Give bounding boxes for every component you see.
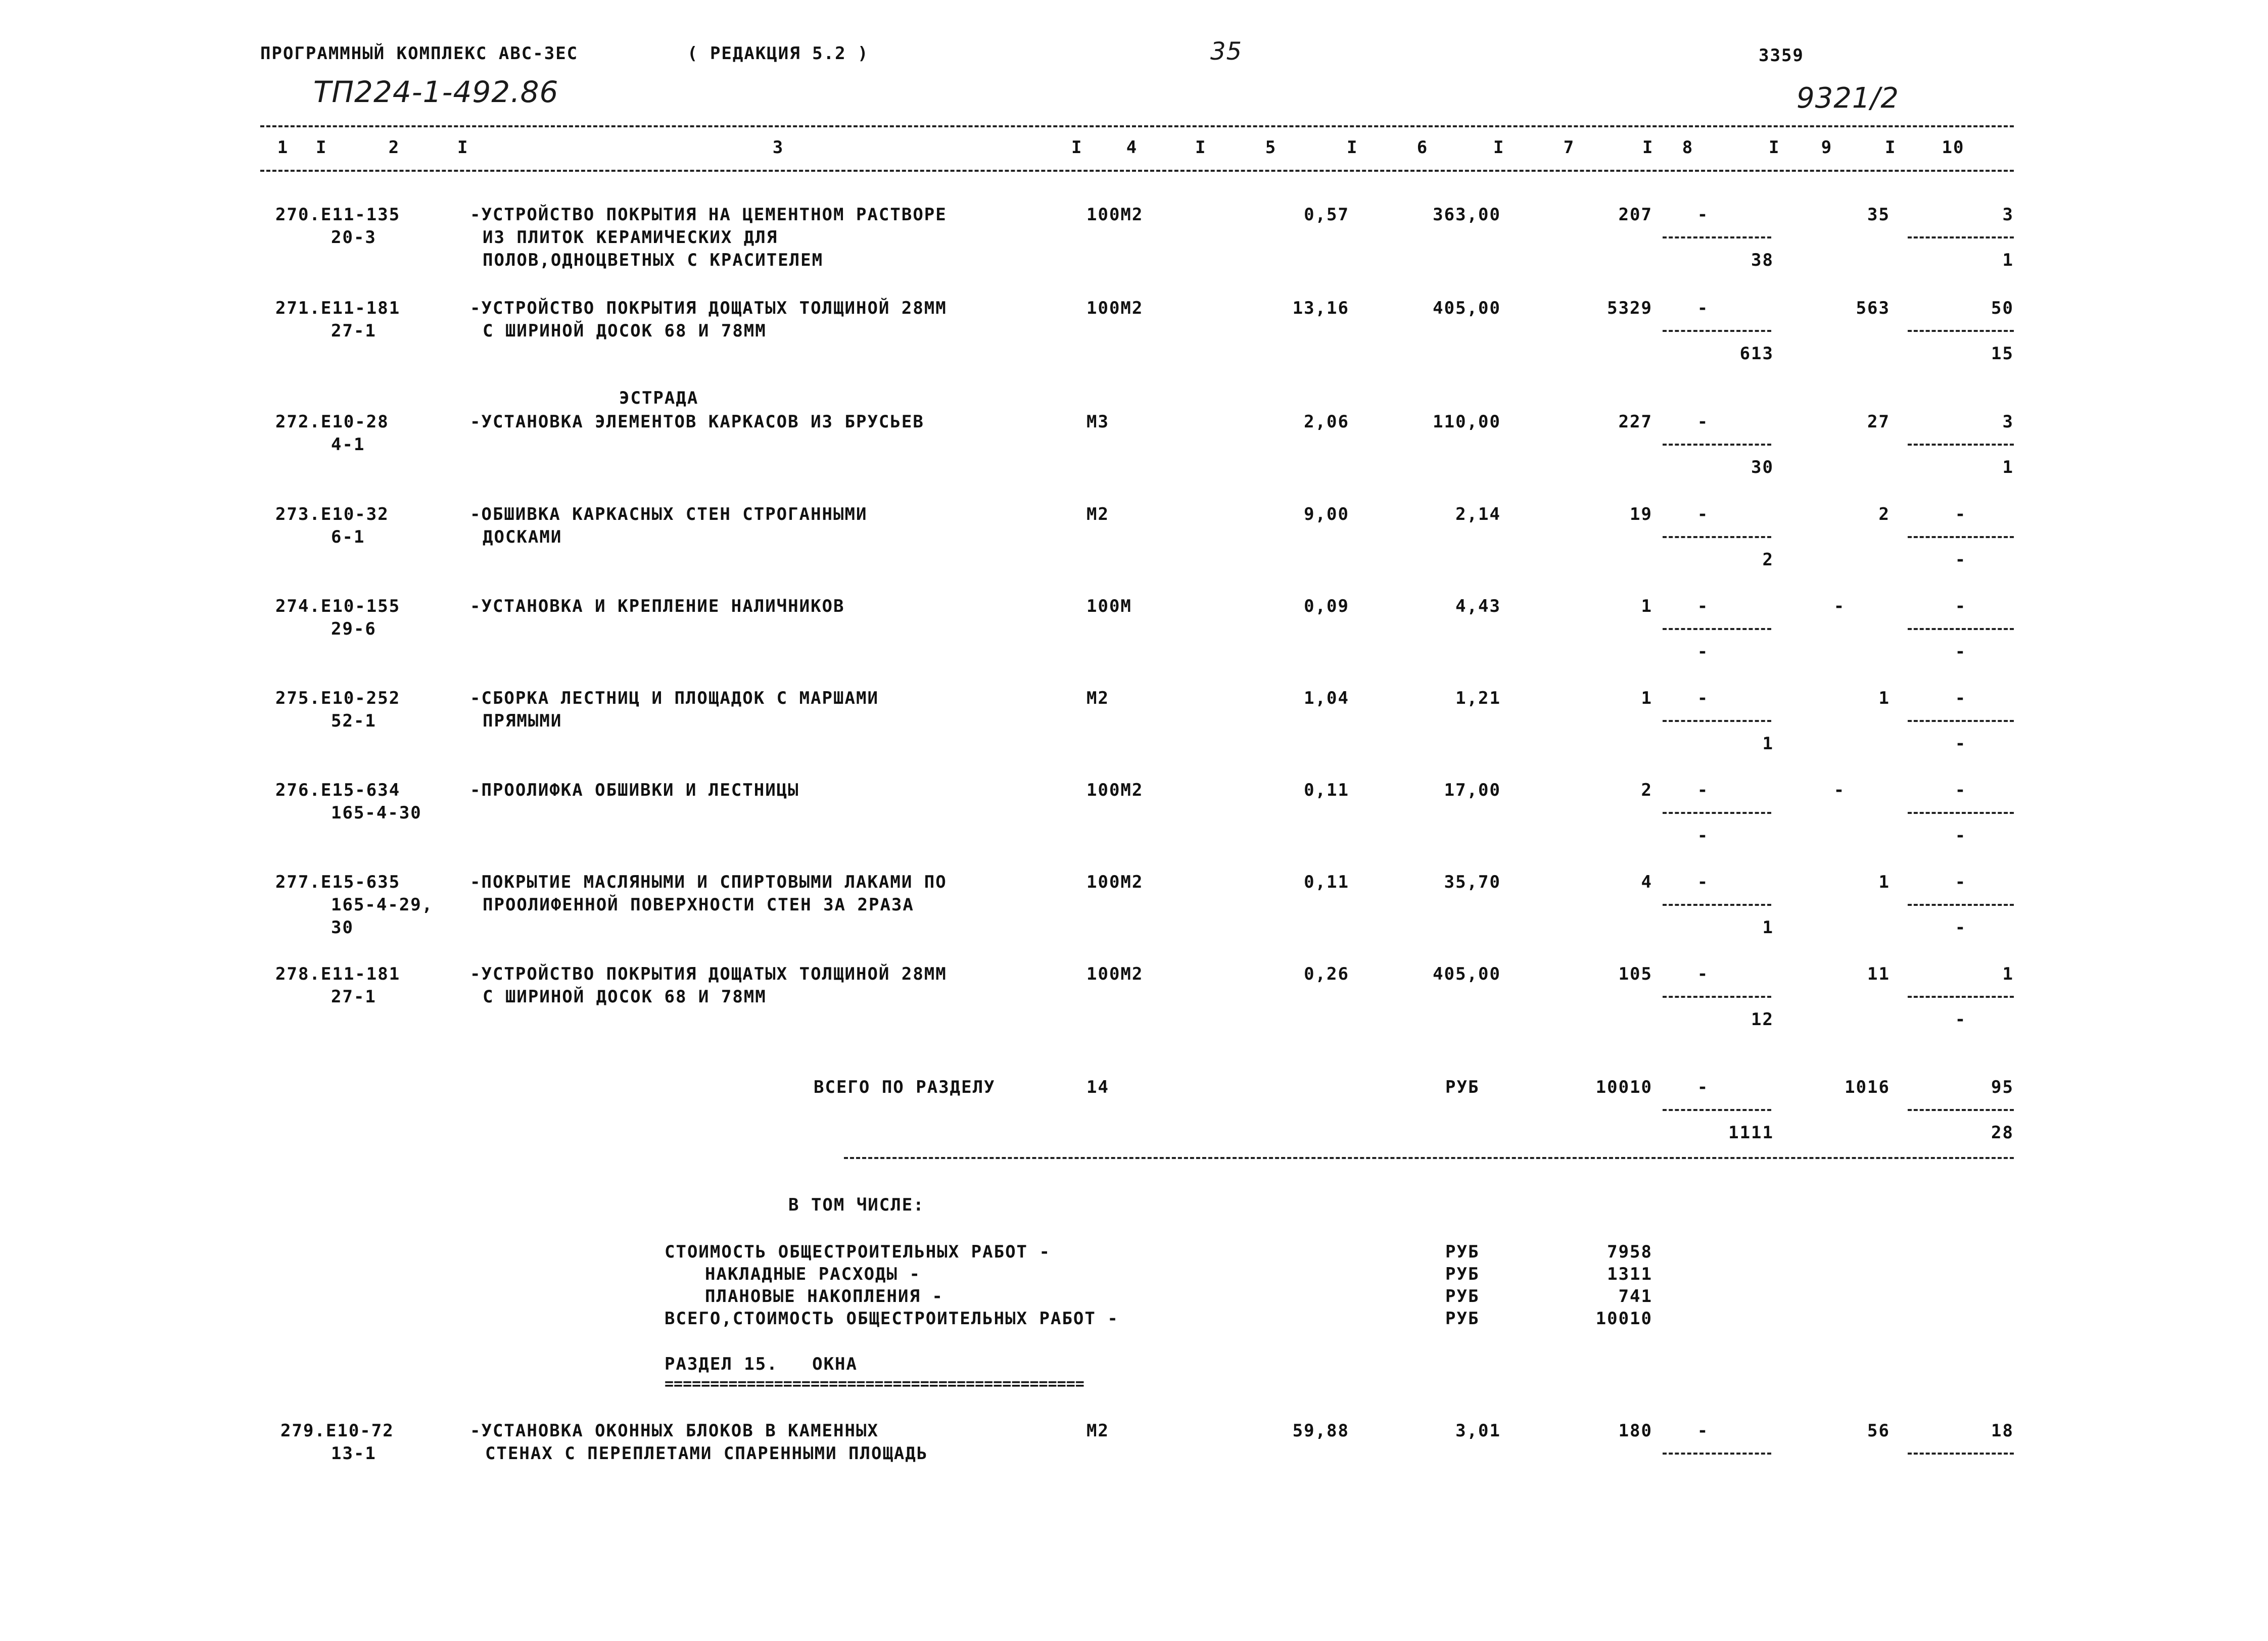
row-ref: 29-6 <box>331 619 376 639</box>
row-desc: ПОЛОВ,ОДНОЦВЕТНЫХ С КРАСИТЕЛЕМ <box>483 250 824 270</box>
row-ref: 13-1 <box>331 1443 376 1464</box>
project-code: ТП224-1-492.86 <box>313 75 559 109</box>
row-qty: 0,26 <box>1304 964 1349 984</box>
edition-label: ( РЕДАКЦИЯ 5.2 ) <box>687 43 869 64</box>
sheet-code: 9321/2 <box>1797 82 1900 115</box>
row-number: 274.Е10-155 <box>275 596 401 616</box>
row-col8-bottom: 613 <box>1739 344 1774 364</box>
row-col9: 27 <box>1867 412 1890 432</box>
row-col8-top: - <box>1697 205 1709 225</box>
row-price: 110,00 <box>1433 412 1501 432</box>
col-separator: I <box>1885 137 1897 158</box>
fraction-line <box>1908 236 2014 238</box>
col-number-6: 6 <box>1416 137 1429 158</box>
row-col8-top: - <box>1697 1421 1709 1441</box>
row-ref: 6-1 <box>331 527 365 547</box>
col-number-4: 4 <box>1126 137 1138 158</box>
row-price: 1,21 <box>1455 688 1501 708</box>
row-total: 5329 <box>1607 298 1652 318</box>
row-number: 273.Е10-32 <box>275 504 389 524</box>
cost-line-value: 741 <box>1618 1286 1652 1307</box>
fraction-line <box>1908 812 2014 814</box>
row-desc: -ПРООЛИФКА ОБШИВКИ И ЛЕСТНИЦЫ <box>470 780 799 800</box>
row-total: 105 <box>1618 964 1652 984</box>
col-number-9: 9 <box>1821 137 1833 158</box>
fraction-line <box>1908 628 2014 630</box>
row-price: 17,00 <box>1444 780 1501 800</box>
section-total-col10-bottom: 28 <box>1991 1123 2014 1143</box>
row-total: 19 <box>1630 504 1652 524</box>
col-separator: I <box>1769 137 1780 158</box>
row-total: 1 <box>1641 688 1652 708</box>
row-unit: 100М2 <box>1086 872 1144 892</box>
row-ref: 30 <box>331 918 354 938</box>
row-col10-bottom: - <box>1955 826 1967 846</box>
header-top-rule <box>260 125 2014 127</box>
row-unit: М2 <box>1086 688 1109 708</box>
row-desc: -УСТРОЙСТВО ПОКРЫТИЯ ДОЩАТЫХ ТОЛЩИНОЙ 28ММ <box>470 964 947 984</box>
section-total-col8-bottom: 1111 <box>1728 1123 1774 1143</box>
section-total-number: 14 <box>1086 1077 1109 1097</box>
row-price: 2,14 <box>1455 504 1501 524</box>
row-number: 272.Е10-28 <box>275 412 389 432</box>
fraction-line <box>1908 996 2014 998</box>
col-separator: I <box>457 137 469 158</box>
row-number: 277.Е15-635 <box>275 872 401 892</box>
row-desc: -УСТРОЙСТВО ПОКРЫТИЯ ДОЩАТЫХ ТОЛЩИНОЙ 28ММ <box>470 298 947 318</box>
row-ref: 27-1 <box>331 987 376 1007</box>
col-number-3: 3 <box>772 137 784 158</box>
fraction-line <box>1663 236 1771 238</box>
fraction-line <box>1908 330 2014 332</box>
row-number: 270.Е11-135 <box>275 205 401 225</box>
section-total-value: 10010 <box>1595 1077 1652 1097</box>
col-separator: I <box>1493 137 1505 158</box>
row-col8-top: - <box>1697 872 1709 892</box>
row-col10-bottom: - <box>1955 550 1967 570</box>
row-qty: 2,06 <box>1304 412 1349 432</box>
row-desc: С ШИРИНОЙ ДОСОК 68 И 78ММ <box>483 987 767 1007</box>
row-desc: -ПОКРЫТИЕ МАСЛЯНЫМИ И СПИРТОВЫМИ ЛАКАМИ ПО <box>470 872 947 892</box>
row-desc: СТЕНАХ С ПЕРЕПЛЕТАМИ СПАРЕННЫМИ ПЛОЩАДЬ <box>485 1443 928 1464</box>
program-title: ПРОГРАММНЫЙ КОМПЛЕКС АВС-3ЕС <box>260 43 579 64</box>
row-col10-top: 3 <box>2002 205 2014 225</box>
row-unit: М2 <box>1086 504 1109 524</box>
row-col10-top: - <box>1955 872 1967 892</box>
col-number-1: 1 <box>277 137 289 158</box>
row-price: 3,01 <box>1455 1421 1501 1441</box>
row-desc: ПРЯМЫМИ <box>483 711 562 731</box>
row-col8-top: - <box>1697 412 1709 432</box>
section-total-col9: 1016 <box>1845 1077 1890 1097</box>
row-number: 278.Е11-181 <box>275 964 401 984</box>
row-col10-top: 1 <box>2002 964 2014 984</box>
row-col10-top: - <box>1955 688 1967 708</box>
cost-line-unit: РУБ <box>1445 1309 1480 1329</box>
cost-line-label: ВСЕГО,СТОИМОСТЬ ОБЩЕСТРОИТЕЛЬНЫХ РАБОТ - <box>665 1309 1119 1329</box>
row-col10-top: 50 <box>1991 298 2014 318</box>
row-price: 363,00 <box>1433 205 1501 225</box>
row-price: 4,43 <box>1455 596 1501 616</box>
fraction-line <box>1908 536 2014 538</box>
col-number-5: 5 <box>1265 137 1277 158</box>
row-col8-bottom: 38 <box>1751 250 1774 270</box>
fraction-line <box>1663 1453 1771 1455</box>
row-ref: 165-4-29, <box>331 895 434 915</box>
row-col8-top: - <box>1697 964 1709 984</box>
row-desc: С ШИРИНОЙ ДОСОК 68 И 78ММ <box>483 321 767 341</box>
col-separator: I <box>1195 137 1207 158</box>
fraction-line <box>1663 536 1771 538</box>
row-col9: - <box>1833 780 1846 800</box>
cost-line-value: 7958 <box>1607 1242 1652 1262</box>
col-number-8: 8 <box>1682 137 1694 158</box>
row-col9: 563 <box>1856 298 1890 318</box>
fraction-line <box>1908 720 2014 722</box>
fraction-line <box>1663 904 1771 906</box>
row-col8-top: - <box>1697 688 1709 708</box>
row-desc: ИЗ ПЛИТОК КЕРАМИЧЕСКИХ ДЛЯ <box>483 227 778 248</box>
row-col9: 35 <box>1867 205 1890 225</box>
row-col10-bottom: - <box>1955 1009 1967 1030</box>
row-col8-bottom: - <box>1697 826 1709 846</box>
row-unit: 100М2 <box>1086 964 1144 984</box>
row-desc: -ОБШИВКА КАРКАСНЫХ СТЕН СТРОГАННЫМИ <box>470 504 868 524</box>
page-number: 35 <box>1210 37 1243 66</box>
including-title: В ТОМ ЧИСЛЕ: <box>788 1195 925 1215</box>
row-desc: -УСТАНОВКА ОКОННЫХ БЛОКОВ В КАМЕННЫХ <box>470 1421 879 1441</box>
fraction-line <box>1663 720 1771 722</box>
row-unit: 100М2 <box>1086 780 1144 800</box>
row-unit: М2 <box>1086 1421 1109 1441</box>
cost-line-value: 1311 <box>1607 1264 1652 1284</box>
row-col8-top: - <box>1697 504 1709 524</box>
next-section-heading: РАЗДЕЛ 15. ОКНА <box>665 1354 858 1374</box>
section-total-col8-top: - <box>1697 1077 1709 1097</box>
row-col10-bottom: 1 <box>2002 457 2014 477</box>
row-number: 271.Е11-181 <box>275 298 401 318</box>
col-separator: I <box>1642 137 1654 158</box>
row-qty: 9,00 <box>1304 504 1349 524</box>
section-total-col10-top: 95 <box>1991 1077 2014 1097</box>
section-total-rule <box>844 1157 2014 1159</box>
fraction-line <box>1908 1453 2014 1455</box>
row-qty: 59,88 <box>1292 1421 1349 1441</box>
row-ref: 165-4-30 <box>331 803 422 823</box>
row-col8-top: - <box>1697 298 1709 318</box>
cost-line-label: СТОИМОСТЬ ОБЩЕСТРОИТЕЛЬНЫХ РАБОТ - <box>665 1242 1051 1262</box>
fraction-line <box>1663 444 1771 446</box>
row-number: 279.Е10-72 <box>280 1421 394 1441</box>
col-separator: I <box>316 137 327 158</box>
row-total: 207 <box>1618 205 1652 225</box>
row-qty: 0,11 <box>1304 872 1349 892</box>
fraction-line <box>1908 444 2014 446</box>
row-total: 1 <box>1641 596 1652 616</box>
header-bottom-rule <box>260 170 2014 172</box>
cost-line-unit: РУБ <box>1445 1264 1480 1284</box>
row-ref: 27-1 <box>331 321 376 341</box>
row-desc: -УСТАНОВКА И КРЕПЛЕНИЕ НАЛИЧНИКОВ <box>470 596 845 616</box>
row-col10-bottom: - <box>1955 642 1967 662</box>
row-total: 4 <box>1641 872 1652 892</box>
row-col10-top: 3 <box>2002 412 2014 432</box>
row-col10-top: - <box>1955 504 1967 524</box>
row-ref: 52-1 <box>331 711 376 731</box>
row-col9: 2 <box>1878 504 1890 524</box>
row-col10-top: 18 <box>1991 1421 2014 1441</box>
row-qty: 0,09 <box>1304 596 1349 616</box>
row-col8-bottom: 1 <box>1762 918 1774 938</box>
section-heading: ЭСТРАДА <box>619 388 699 408</box>
col-number-7: 7 <box>1563 137 1575 158</box>
row-col8-bottom: 12 <box>1751 1009 1774 1030</box>
row-qty: 0,11 <box>1304 780 1349 800</box>
row-ref: 20-3 <box>331 227 376 248</box>
code-right: 3359 <box>1759 45 1804 66</box>
row-unit: М3 <box>1086 412 1109 432</box>
row-desc: ДОСКАМИ <box>483 527 562 547</box>
row-total: 2 <box>1641 780 1652 800</box>
row-ref: 4-1 <box>331 435 365 455</box>
row-unit: 100М2 <box>1086 298 1144 318</box>
row-col9: - <box>1833 596 1846 616</box>
row-qty: 1,04 <box>1304 688 1349 708</box>
cost-line-unit: РУБ <box>1445 1286 1480 1307</box>
row-col10-top: - <box>1955 780 1967 800</box>
row-col8-top: - <box>1697 596 1709 616</box>
row-desc: -УСТРОЙСТВО ПОКРЫТИЯ НА ЦЕМЕНТНОМ РАСТВОРЕ <box>470 205 947 225</box>
section-total-label: ВСЕГО ПО РАЗДЕЛУ <box>814 1077 996 1097</box>
row-price: 405,00 <box>1433 964 1501 984</box>
row-col10-bottom: 15 <box>1991 344 2014 364</box>
next-section-underline: ============================================== <box>665 1375 1084 1393</box>
row-total: 227 <box>1618 412 1652 432</box>
row-price: 405,00 <box>1433 298 1501 318</box>
fraction-line <box>1663 628 1771 630</box>
row-col8-bottom: 1 <box>1762 734 1774 754</box>
row-col9: 11 <box>1867 964 1890 984</box>
col-separator: I <box>1071 137 1083 158</box>
fraction-line <box>1663 996 1771 998</box>
row-col10-bottom: - <box>1955 918 1967 938</box>
cost-line-value: 10010 <box>1595 1309 1652 1329</box>
row-qty: 0,57 <box>1304 205 1349 225</box>
cost-line-unit: РУБ <box>1445 1242 1480 1262</box>
row-col8-bottom: 30 <box>1751 457 1774 477</box>
fraction-line <box>1663 812 1771 814</box>
row-unit: 100М <box>1086 596 1132 616</box>
cost-line-label: НАКЛАДНЫЕ РАСХОДЫ - <box>705 1264 921 1284</box>
row-unit: 100М2 <box>1086 205 1144 225</box>
fraction-line <box>1908 1109 2014 1111</box>
col-number-10: 10 <box>1942 137 1965 158</box>
row-col8-top: - <box>1697 780 1709 800</box>
fraction-line <box>1663 330 1771 332</box>
row-col10-bottom: 1 <box>2002 250 2014 270</box>
col-separator: I <box>1347 137 1358 158</box>
row-col8-bottom: 2 <box>1762 550 1774 570</box>
row-desc: -УСТАНОВКА ЭЛЕМЕНТОВ КАРКАСОВ ИЗ БРУСЬЕВ <box>470 412 924 432</box>
row-price: 35,70 <box>1444 872 1501 892</box>
row-desc: -СБОРКА ЛЕСТНИЦ И ПЛОЩАДОК С МАРШАМИ <box>470 688 879 708</box>
row-col9: 1 <box>1878 688 1890 708</box>
row-desc: ПРООЛИФЕННОЙ ПОВЕРХНОСТИ СТЕН ЗА 2РАЗА <box>483 895 914 915</box>
section-total-unit: РУБ <box>1445 1077 1480 1097</box>
row-col8-bottom: - <box>1697 642 1709 662</box>
row-col10-bottom: - <box>1955 734 1967 754</box>
col-number-2: 2 <box>388 137 400 158</box>
row-col10-top: - <box>1955 596 1967 616</box>
row-number: 275.Е10-252 <box>275 688 401 708</box>
row-number: 276.Е15-634 <box>275 780 401 800</box>
row-total: 180 <box>1618 1421 1652 1441</box>
fraction-line <box>1908 904 2014 906</box>
cost-line-label: ПЛАНОВЫЕ НАКОПЛЕНИЯ - <box>705 1286 943 1307</box>
row-qty: 13,16 <box>1292 298 1349 318</box>
row-col9: 1 <box>1878 872 1890 892</box>
row-col9: 56 <box>1867 1421 1890 1441</box>
fraction-line <box>1663 1109 1771 1111</box>
